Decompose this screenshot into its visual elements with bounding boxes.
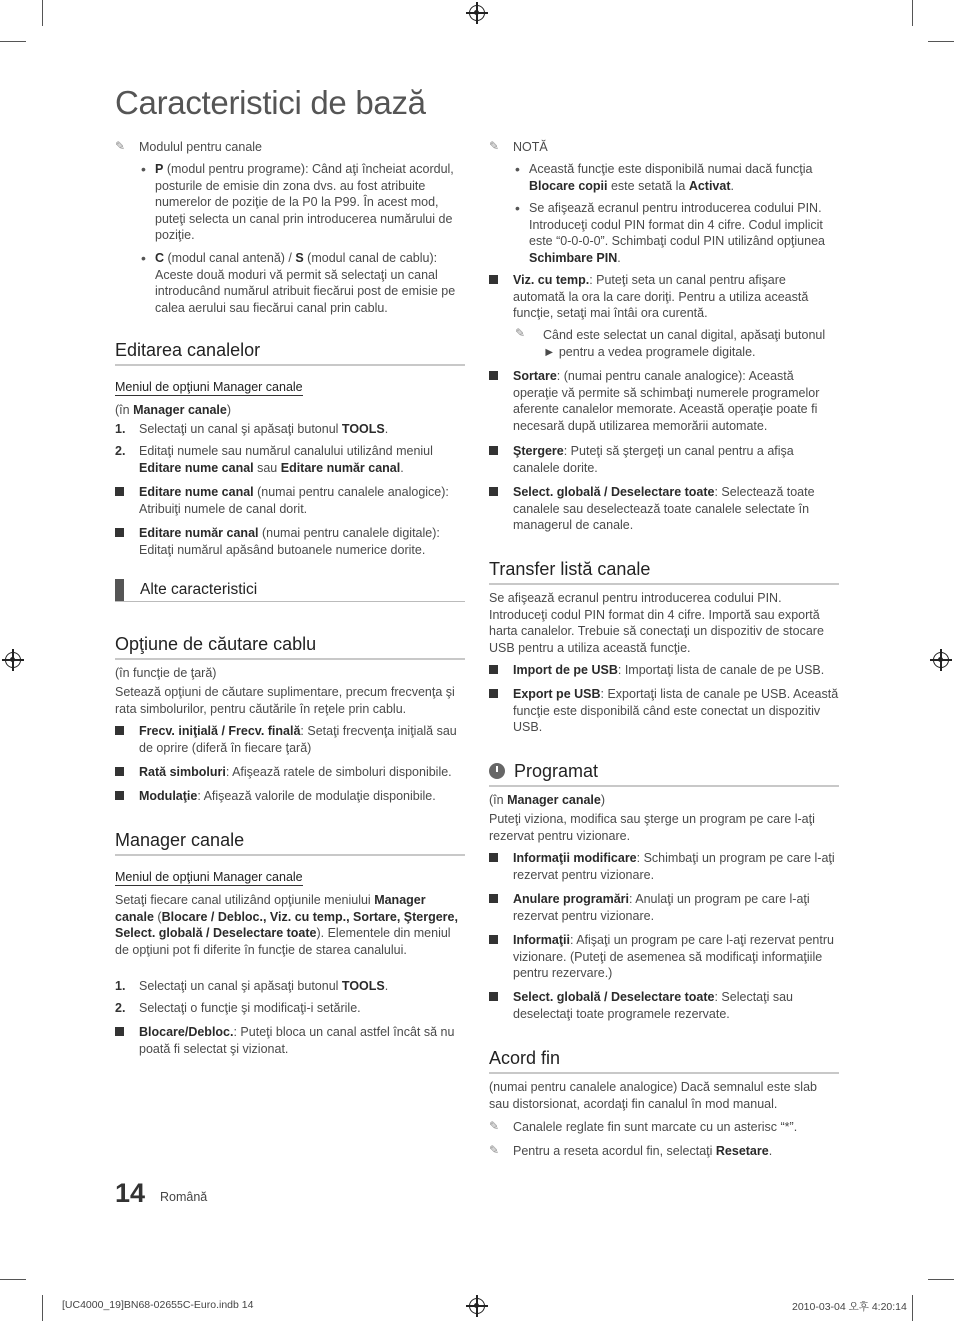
registration-mark-icon (469, 5, 485, 21)
square-bullet-icon (489, 935, 498, 944)
cancel-schedule-item: Anulare programări: Anulaţi un program pe care l-aţi rezervat pentru vizionare. (513, 892, 810, 923)
timed-view-note: Când este selectat un canal digital, apăsaţi butonul ► pentru a vedea programele digitale. (543, 328, 826, 359)
c-s-mode-text: C (modul canal antenă) / S (modul canal de cablu): Aceste două moduri vă permit să selectaţi un canal introducând numărul atribuit fiecărui post de emisie pe calea aerului sau fiecărui canal prin cablu. (155, 251, 456, 315)
note-2: Se afişează ecranul pentru introducerea codului PIN. Introduceţi codul PIN format din 4 cifre. Codul implicit este “0-0-0-0”. Schimbaţi codul PIN utilizând opţiunea Schimbare PIN. (529, 201, 825, 265)
timed-view-item: Viz. cu temp.: Puteţi seta un canal pentru afişare automată la ora la care doriţi. Pentru a utiliza această funcţie, setaţi mai întâi ora curentă. (513, 273, 809, 320)
registration-mark-icon (469, 1298, 485, 1314)
step-number: 2. (115, 1001, 126, 1015)
square-bullet-icon (115, 1027, 124, 1036)
print-file-info: [UC4000_19]BN68-02655C-Euro.indb 14 (62, 1299, 254, 1311)
pencil-note-icon: ✎ (489, 1143, 500, 1157)
square-bullet-icon (489, 894, 498, 903)
sort-item: Sortare: (numai pentru canale analogice): Această operaţie vă permite să schimbaţi numerele programelor aferente canalelor memorate. Această operaţie poate fi necesară după utilizarea memorării automate. (513, 369, 820, 433)
square-bullet-icon (489, 371, 498, 380)
select-all-scheduled-item: Select. globală / Deselectare toate: Selectaţi sau deselectaţi toate programele rezervate. (513, 990, 793, 1021)
block-unblock-item: Blocare/Debloc.: Puteţi bloca un canal astfel încât să nu poată fi selectat şi vizionat. (139, 1025, 455, 1056)
delete-item: Ştergere: Puteţi să ştergeţi un canal pentru a afişa canalele dorite. (513, 444, 794, 475)
fine-tune-note-2: Pentru a reseta acordul fin, selectaţi Resetare. (513, 1144, 773, 1158)
square-bullet-icon (489, 275, 498, 284)
pencil-note-icon: ✎ (489, 1119, 500, 1133)
square-bullet-icon (115, 528, 124, 537)
page-title: Caracteristici de bază (115, 84, 426, 121)
edit-number-item: Editare număr canal (numai pentru canalele digitale): Editaţi numărul apăsând butoanele numerice dorite. (139, 526, 440, 557)
square-bullet-icon (489, 689, 498, 698)
step-number: 1. (115, 422, 126, 436)
registration-mark-icon (5, 652, 21, 668)
import-usb-item: Import de pe USB: Importaţi lista de canale de pe USB. (513, 663, 825, 677)
cable-symbol-item: Rată simboluri: Afişează ratele de simboluri disponibile. (139, 765, 452, 779)
crop-mark (912, 1295, 913, 1321)
pencil-note-icon: ✎ (489, 139, 500, 153)
crop-mark (0, 41, 26, 42)
fine-tune-description: (numai pentru canalele analogice) Dacă semnalul este slab sau distorsionat, acordaţi fin canalul în mod manual. (489, 1080, 817, 1111)
section-title-fine-tune: Acord fin (489, 1048, 839, 1074)
square-bullet-icon (115, 791, 124, 800)
change-info-item: Informaţii modificare: Schimbaţi un program pe care l-aţi rezervat pentru vizionare. (513, 851, 835, 882)
other-features-heading (115, 579, 465, 602)
cable-freq-item: Frecv. iniţială / Frecv. finală: Setaţi frecvenţa iniţială sau de oprire (diferă în fiecare ţară) (139, 724, 457, 755)
other-features-label: Alte caracteristici (140, 581, 258, 598)
edit-name-item: Editare nume canal (numai pentru canalele analogice): Atribuiţi numele de canal dorit. (139, 485, 449, 516)
note-label: NOTĂ (513, 140, 548, 154)
bullet: • (515, 200, 520, 216)
edit-step-1: Selectaţi un canal şi apăsaţi butonul TOOLS. (139, 422, 389, 436)
export-usb-item: Export pe USB: Exportaţi lista de canale pe USB. Această funcţie este disponibilă când este conectat un dispozitiv USB. (513, 687, 839, 734)
manager-step-1: Selectaţi un canal şi apăsaţi butonul TOOLS. (139, 979, 389, 993)
square-bullet-icon (489, 992, 498, 1001)
channel-mode-note: Modulul pentru canale (139, 140, 262, 154)
section-title-channel-manager: Manager canale (115, 830, 465, 856)
square-bullet-icon (489, 665, 498, 674)
square-bullet-icon (489, 487, 498, 496)
manager-step-2: Selectaţi o funcţie şi modificaţi-i setările. (139, 1001, 361, 1015)
square-bullet-icon (115, 487, 124, 496)
bullet: • (141, 161, 146, 177)
information-item: Informaţii: Afişaţi un program pe care l-aţi rezervat pentru vizionare. (Puteţi de asemenea să modificaţi informaţiile pentru rezervare.) (513, 933, 834, 980)
cable-country-note: (în funcţie de ţară) (115, 666, 217, 680)
scheduled-location: (în Manager canale) (489, 793, 606, 807)
cable-description: Setează opţiuni de căutare suplimentare, precum frecvenţa şi rata simbolurilor, pentru căutările în reţele prin cablu. (115, 685, 455, 716)
select-all-item: Select. globală / Deselectare toate: Selectează toate canalele sau deselectează toate canalele selectate în managerul de canale. (513, 485, 815, 532)
pencil-note-icon: ✎ (515, 326, 526, 340)
edit-step-2: Editaţi numele sau numărul canalului utilizând meniul Editare nume canal sau Editare număr canal. (139, 444, 433, 475)
page-language: Română (160, 1190, 208, 1204)
print-date: 2010-03-04 오후 4:20:14 (792, 1301, 907, 1313)
square-bullet-icon (115, 767, 124, 776)
section-title-transfer: Transfer listă canale (489, 559, 839, 585)
pencil-note-icon: ✎ (115, 139, 126, 153)
square-bullet-icon (489, 446, 498, 455)
crop-mark (42, 1295, 43, 1321)
fine-tune-note-1: Canalele reglate fin sunt marcate cu un asterisc “*”. (513, 1120, 798, 1134)
section-title-edit: Editarea canalelor (115, 340, 465, 366)
menu-path: Meniul de opţiuni Manager canale (115, 380, 303, 394)
scheduled-description: Puteţi viziona, modifica sau şterge un program pe care l-aţi rezervat pentru vizionare. (489, 812, 815, 843)
section-title-scheduled: Programat (489, 761, 839, 787)
bullet: • (515, 161, 520, 177)
crop-mark (912, 0, 913, 26)
edit-location: (în Manager canale) (115, 403, 232, 417)
menu-path: Meniul de opţiuni Manager canale (115, 870, 303, 884)
square-bullet-icon (489, 853, 498, 862)
crop-mark (928, 41, 954, 42)
cable-modulation-item: Modulaţie: Afişează valorile de modulaţie disponibile. (139, 789, 436, 803)
transfer-description: Se afişează ecranul pentru introducerea codului PIN. Introduceţi codul PIN format din 4 cifre. Importă sau exportă harta canalelor. Trebuie să conectaţi un dispozitiv de stocare USB pentru a utiliza această funcţie. (489, 591, 824, 655)
note-1: Această funcţie este disponibilă numai dacă funcţia Blocare copii este setată la Activat. (529, 162, 813, 193)
square-bullet-icon (115, 726, 124, 735)
step-number: 2. (115, 444, 126, 458)
step-number: 1. (115, 979, 126, 993)
manager-description: Setaţi fiecare canal utilizând opţiunile meniului Manager canale (Blocare / Debloc., Viz. cu temp., Sortare, Ştergere, Select. globală / Deselectare toate). Elementele din meniul de opţiuni pot fi diferite în funcţie de starea canalului. (115, 893, 458, 957)
page-number: 14 (115, 1178, 146, 1208)
section-title-cable-search: Opţiune de căutare cablu (115, 634, 465, 660)
crop-mark (0, 1279, 26, 1280)
p-mode-text: P (modul pentru programe): Când aţi încheiat acordul, posturile de emisie din zona dvs. au fost atribuite numerelor de poziţie de la P0 la P99. În acest mod, puteţi selecta un canal prin introducerea numărului de poziţie. (155, 162, 454, 242)
bullet: • (141, 250, 146, 266)
crop-mark (42, 0, 43, 26)
heading-bar (115, 579, 124, 601)
crop-mark (928, 1279, 954, 1280)
registration-mark-icon (933, 652, 949, 668)
